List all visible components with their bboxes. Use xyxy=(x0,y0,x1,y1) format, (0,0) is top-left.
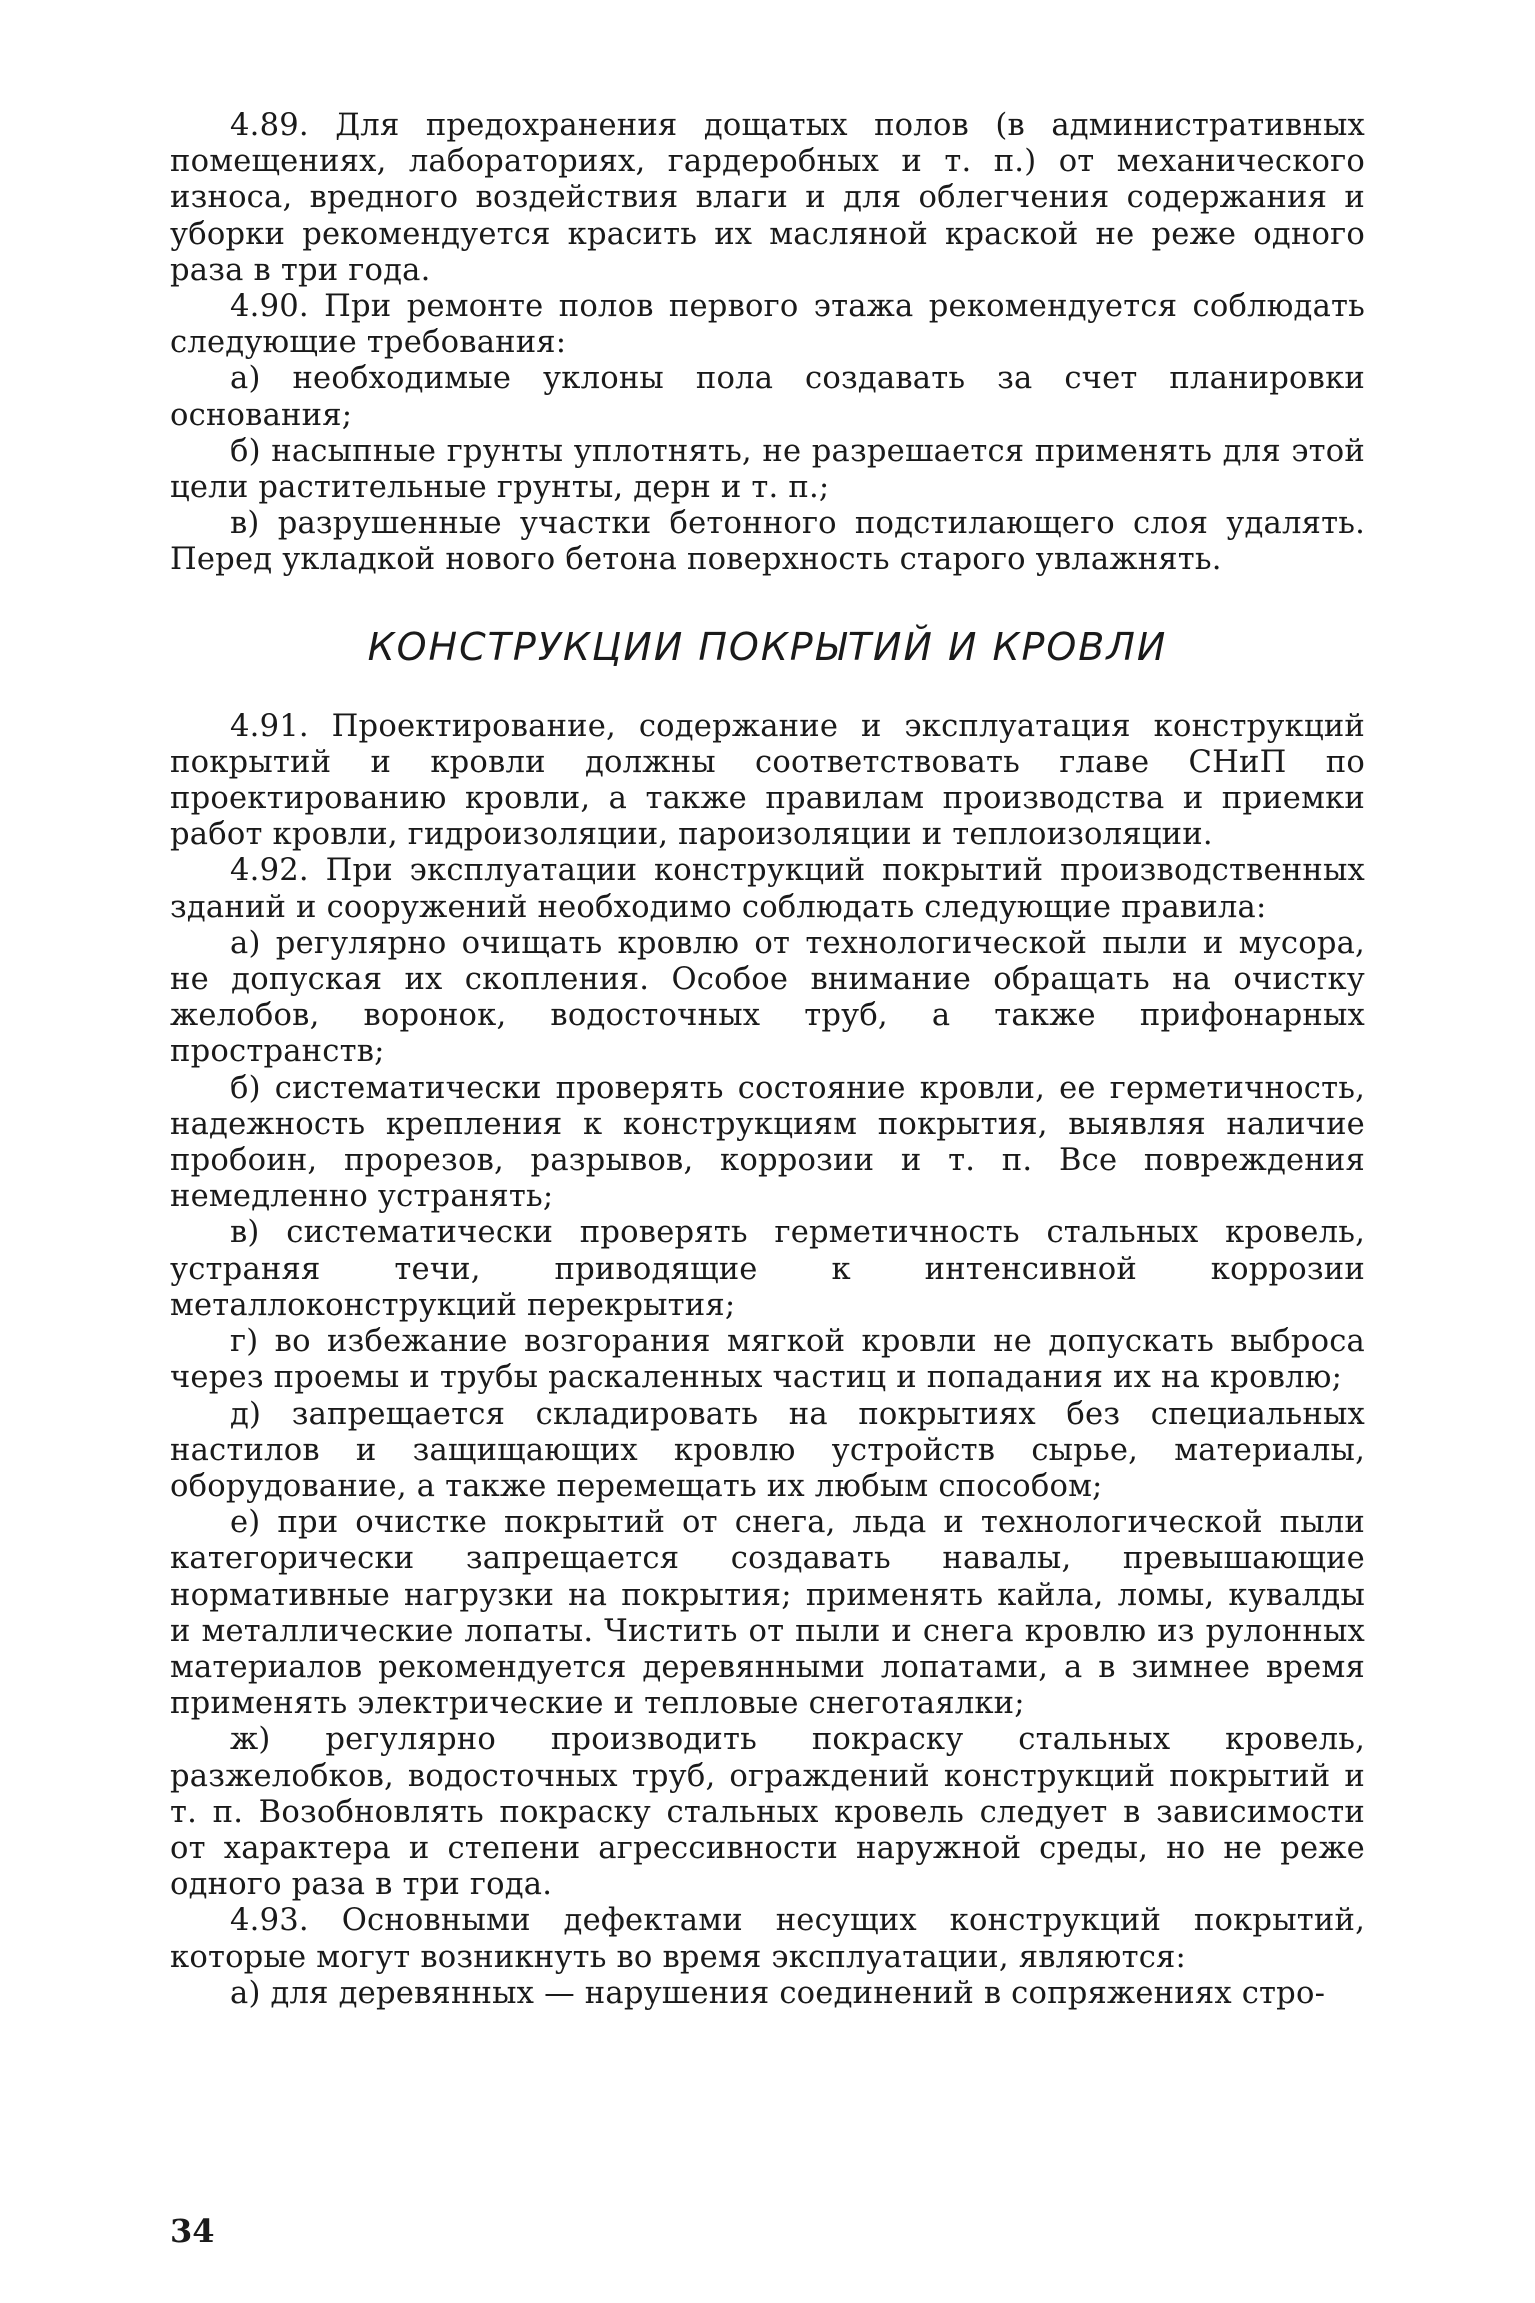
paragraph-4-92-zh: ж) регулярно производить покраску стальных кровель, разжелобков, водосточных труб, ограждений конструкций покрытий и т. п. Возобновлять покраску стальных кровель следует в зависимости от характера и степени агрессивности наружной среды, но не реже одного раза в три года. xyxy=(170,1722,1365,1903)
page-number: 34 xyxy=(170,2212,215,2250)
paragraph-4-92-b: б) систематически проверять состояние кровли, ее герметичность, надежность крепления к конструкциям покрытия, выявляя наличие пробоин, прорезов, разрывов, коррозии и т. п. Все повреждения немедленно устранять; xyxy=(170,1070,1365,1215)
paragraph-4-92-v: в) систематически проверять герметичность стальных кровель, устраняя течи, приводящие к интенсивной коррозии металлоконструкций перекрытия; xyxy=(170,1215,1365,1323)
section-heading: КОНСТРУКЦИИ ПОКРЫТИЙ И КРОВЛИ xyxy=(367,624,1168,669)
paragraph-4-93-a: а) для деревянных — нарушения соединений в сопряжениях стро- xyxy=(230,1975,1326,2011)
paragraph-4-92-d: д) запрещается складировать на покрытиях без специальных настилов и защищающих кровлю устройств сырье, материалы, оборудование, а также перемещать их любым способом; xyxy=(170,1396,1365,1504)
paragraph-4-90: 4.90. При ремонте полов первого этажа рекомендуется соблюдать следующие требования: xyxy=(170,289,1365,361)
paragraph-4-92-e: е) при очистке покрытий от снега, льда и технологической пыли категорически запрещается создавать навалы, превышающие нормативные нагрузки на покрытия; применять кайла, ломы, кувалды и металлические лопаты. Чистить от пыли и снега кровлю из рулонных материалов рекомендуется деревянными лопатами, а в зимнее время применять электрические и тепловые снеготаялки; xyxy=(170,1505,1365,1722)
paragraph-4-93: 4.93. Основными дефектами несущих конструкций покрытий, которые могут возникнуть во время эксплуатации, являются: xyxy=(170,1903,1365,1975)
paragraph-4-92: 4.92. При эксплуатации конструкций покрытий производственных зданий и сооружений необходимо соблюдать следующие правила: xyxy=(170,853,1365,925)
paragraph-4-92-g: г) во избежание возгорания мягкой кровли не допускать выброса через проемы и трубы раскаленных частиц и попадания их на кровлю; xyxy=(170,1324,1365,1396)
paragraph-4-92-a: а) регулярно очищать кровлю от технологической пыли и мусора, не допуская их скопления. Особое внимание обращать на очистку желобов, воронок, водосточных труб, а также прифонарных пространств; xyxy=(170,925,1365,1070)
paragraph-4-91: 4.91. Проектирование, содержание и эксплуатация конструкций покрытий и кровли должны соответствовать главе СНиП по проектированию кровли, а также правилам производства и приемки работ кровли, гидроизоляции, пароизоляции и теплоизоляции. xyxy=(170,708,1365,853)
paragraph-4-90-b: б) насыпные грунты уплотнять, не разрешается применять для этой цели растительные грунты, дерн и т. п.; xyxy=(170,433,1365,506)
paragraph-4-90-v: в) разрушенные участки бетонного подстилающего слоя удалять. Перед укладкой нового бетона поверхность старого увлажнять. xyxy=(170,506,1365,578)
page-body xyxy=(170,108,1365,2012)
paragraph-4-90-a: а) необходимые уклоны пола создавать за счет планировки основания; xyxy=(170,361,1365,433)
paragraph-4-89: 4.89. Для предохранения дощатых полов (в административных помещениях, лабораториях, гардеробных и т. п.) от механического износа, вредного воздействия влаги и для облегчения содержания и уборки рекомендуется красить их масляной краской не реже одного раза в три года. xyxy=(170,108,1365,288)
